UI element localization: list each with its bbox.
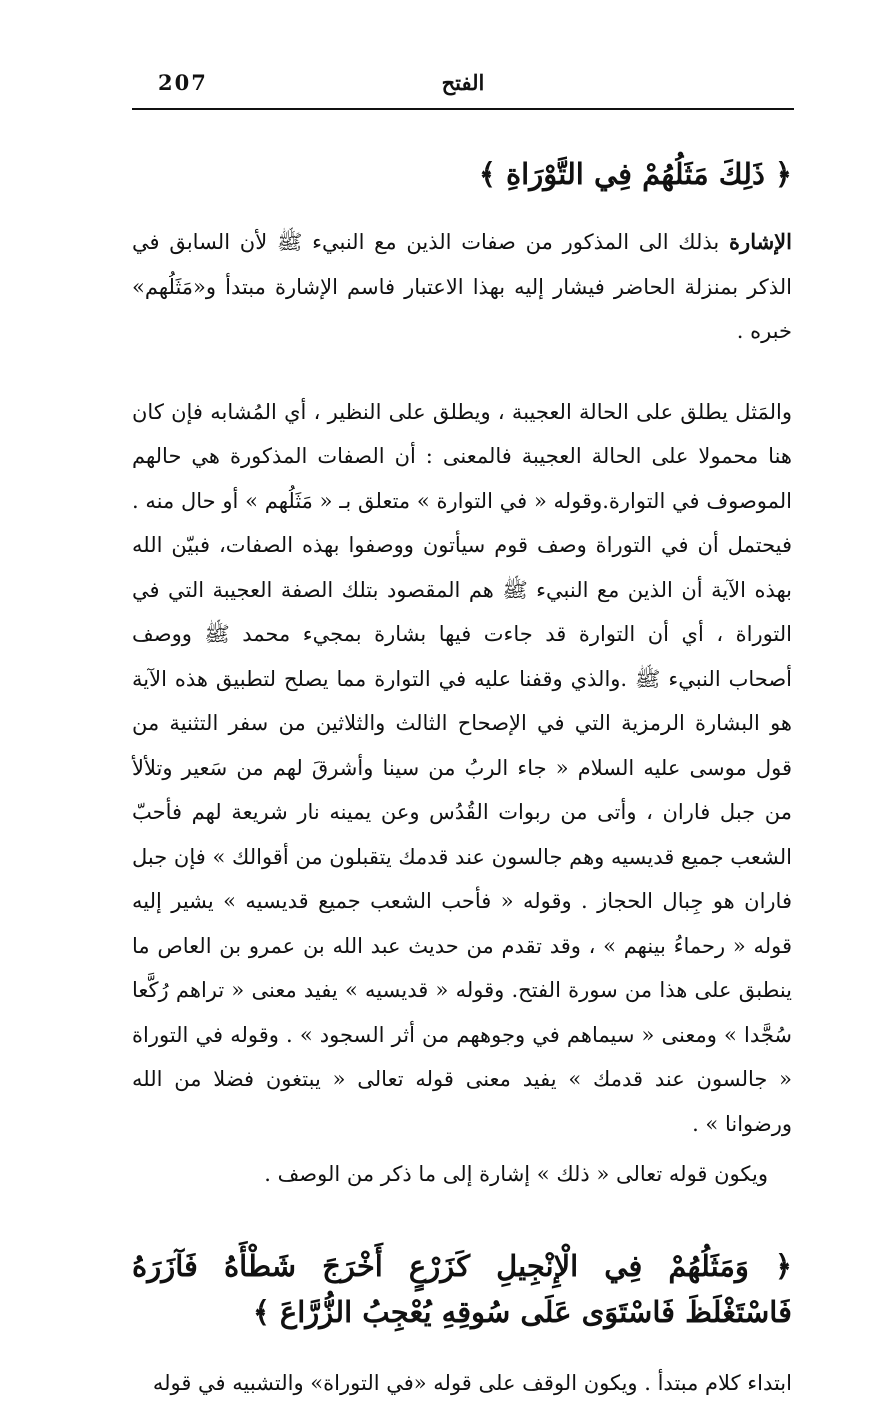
header-rule	[132, 108, 794, 110]
page-number: 207	[158, 70, 208, 95]
lead-word: الإشارة	[729, 229, 792, 254]
commentary-paragraph: ويكون قوله تعالى « ذلك » إشارة إلى ما ذكر من الوصف .	[132, 1152, 792, 1197]
quran-verse-heading: ﴿ وَمَثَلُهُمْ فِي الْإِنْجِيلِ كَزَرْعٍ أَخْرَجَ شَطْأَهُ فَآزَرَهُ فَاسْتَغْلَظَ فَاسْتَوَى عَلَى سُوقِهِ يُعْجِبُ الزُّرَّاعَ ﴾	[132, 1243, 792, 1335]
commentary-paragraph	[132, 220, 792, 354]
page-body	[132, 150, 792, 1405]
commentary-paragraph: ابتداء كلام مبتدأ . ويكون الوقف على قوله «في التوراة» والتشبيه في قوله	[132, 1361, 792, 1405]
paragraph-text: بذلك الى المذكور من صفات الذين مع النبيء ﷺ لأن السابق في الذكر بمنزلة الحاضر فيشار إليه بهذا الاعتبار فاسم الإشارة مبتدأ و«مَثَلُهم» خبره .	[132, 230, 792, 343]
commentary-paragraph: والمَثل يطلق على الحالة العجيبة ، ويطلق على النظير ، أي المُشابه فإن كان هنا محمولا على الحالة العجيبة فالمعنى : أن الصفات المذكورة هي حالهم الموصوف في التوارة.وقوله « في التوارة » متعلق بـ « مَثَلُهم » أو حال منه . فيحتمل أن في التوراة وصف قوم سيأتون ووصفوا بهذه الصفات، فبيّن الله بهذه الآية أن الذين مع النبيء ﷺ هم المقصود بتلك الصفة العجيبة التي في التوراة ، أي أن التوارة قد جاءت فيها بشارة بمجيء محمد ﷺ ووصف أصحاب النبيء ﷺ .والذي وقفنا عليه في التوارة مما يصلح لتطبيق هذه الآية هو البشارة الرمزية التي في الإصحاح الثالث والثلاثين من سفر التثنية من قول موسى عليه السلام « جاء الربُ من سينا وأشرقَ لهم من سَعير وتلألأ من جبل فاران ، وأتى من ربوات القُدُس وعن يمينه نار شريعة لهم فأحبّ الشعب جميع قديسيه وهم جالسون عند قدمك يتقبلون من أقوالك » فإن جبل فاران هو جِبال الحجاز . وقوله « فأحب الشعب جميع قديسيه » يشير إليه قوله « رحماءُ بينهم » ، وقد تقدم من حديث عبد الله بن عمرو بن العاص ما ينطبق على هذا من سورة الفتح. وقوله « قديسيه » يفيد معنى « تراهم رُكَّعا سُجَّدا » ومعنى « سيماهم في وجوههم من أثر السجود » . وقوله في التوراة « جالسون عند قدمك » يفيد معنى قوله تعالى « يبتغون فضلا من الله ورضوانا » .	[132, 390, 792, 1147]
quran-verse-heading: ﴿ ذَلِكَ مَثَلُهُمْ فِي التَّوْرَاةِ ﴾	[132, 150, 792, 198]
page-header	[132, 68, 794, 104]
running-title: الفتح	[132, 70, 794, 95]
